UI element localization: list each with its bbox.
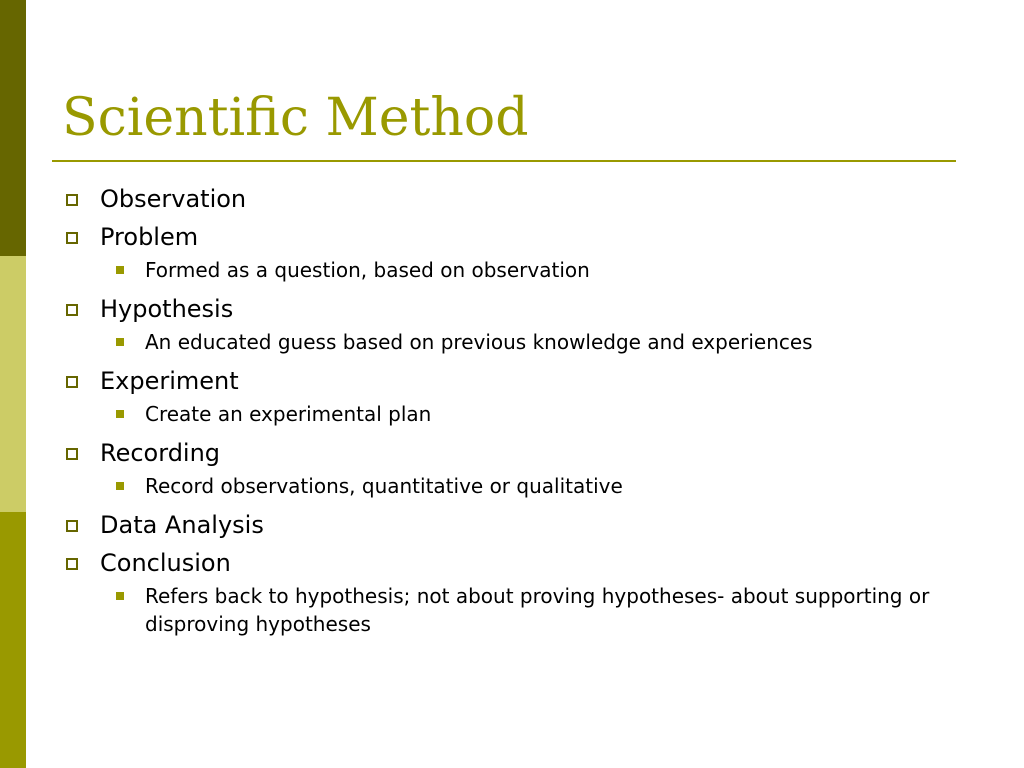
bullet-item-problem [62,218,962,290]
bullet-label: Recording [100,439,221,467]
bullet-item-data-analysis [62,506,962,544]
sub-bullet-list [62,582,962,644]
hollow-square-bullet-icon [66,448,78,460]
sub-bullet-item [62,400,962,434]
side-bar-middle [0,256,26,512]
solid-square-bullet-icon [116,266,124,274]
solid-square-bullet-icon [116,592,124,600]
sub-bullet-list [62,328,962,362]
sub-bullet-list [62,256,962,290]
bullet-item-experiment [62,362,962,434]
hollow-square-bullet-icon [66,376,78,388]
sub-bullet-text: An educated guess based on previous knowledge and experiences [145,330,813,354]
sub-bullet-item [62,472,962,506]
hollow-square-bullet-icon [66,232,78,244]
sub-bullet-text: Create an experimental plan [145,402,432,426]
bullet-item-hypothesis [62,290,962,362]
bullet-label: Hypothesis [100,295,234,323]
hollow-square-bullet-icon [66,194,78,206]
hollow-square-bullet-icon [66,520,78,532]
title-divider [52,160,956,162]
bullet-label: Experiment [100,367,239,395]
bullet-label: Observation [100,185,247,213]
hollow-square-bullet-icon [66,304,78,316]
sub-bullet-text: Formed as a question, based on observation [145,258,590,282]
sub-bullet-item [62,328,962,362]
sub-bullet-list [62,472,962,506]
sub-bullet-item [62,582,962,644]
solid-square-bullet-icon [116,482,124,490]
bullet-item-observation [62,180,962,218]
hollow-square-bullet-icon [66,558,78,570]
sub-bullet-text: Refers back to hypothesis; not about proving hypotheses- about supporting or disproving hypotheses [145,584,930,636]
side-bar-bottom [0,512,26,768]
sub-bullet-item [62,256,962,290]
sub-bullet-text: Record observations, quantitative or qualitative [145,474,623,498]
solid-square-bullet-icon [116,410,124,418]
bullet-item-conclusion [62,544,962,644]
bullet-label: Conclusion [100,549,231,577]
side-bar-top [0,0,26,256]
solid-square-bullet-icon [116,338,124,346]
bullet-list [62,180,962,644]
bullet-label: Problem [100,223,199,251]
bullet-item-recording [62,434,962,506]
bullet-label: Data Analysis [100,511,264,539]
sub-bullet-list [62,400,962,434]
slide-title: Scientific Method [62,88,529,148]
